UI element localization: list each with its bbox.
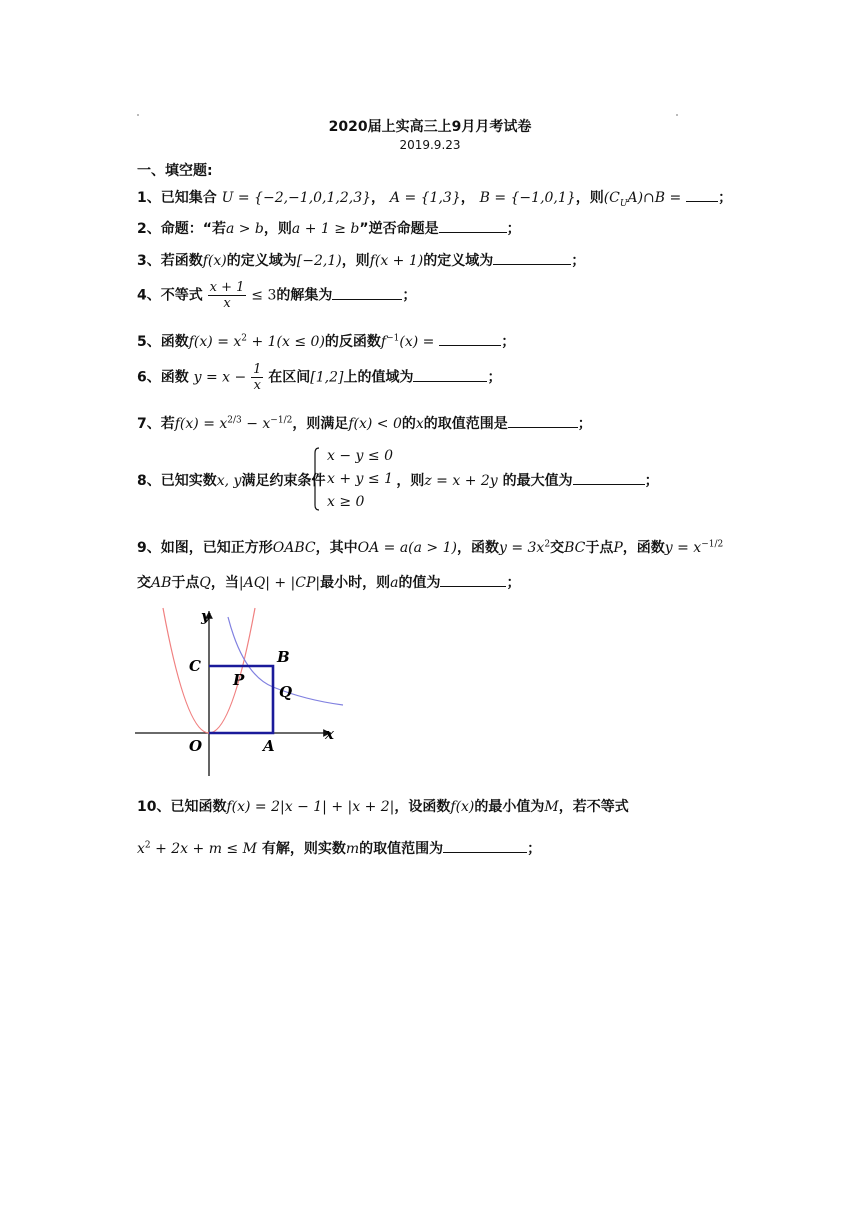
question-text: ，则 (263, 221, 292, 237)
math-expression: y = x (664, 540, 702, 556)
punctuation: ； (644, 473, 659, 489)
answer-blank[interactable] (439, 220, 507, 233)
question-text: 满足约束条件 (241, 473, 326, 489)
question-text: 的值为 (398, 575, 441, 591)
question-text: 函数 (160, 369, 189, 386)
answer-blank[interactable] (443, 840, 527, 853)
math-expression: f(x) (202, 253, 227, 269)
math-expression: − x (241, 416, 271, 432)
question-text: 不等式 (160, 287, 203, 304)
question-text: ，函数 (456, 540, 499, 556)
question-text: ，函数 (622, 540, 665, 556)
question-text: 上的值域为 (343, 369, 414, 386)
math-expression: a (390, 575, 399, 591)
question-text: 的最小值为 (474, 799, 545, 815)
fraction (251, 362, 263, 393)
math-expression: z = x + 2y (424, 473, 498, 489)
math-expression: a > b (225, 221, 264, 237)
point-label-c: C (189, 657, 201, 675)
math-expression: [1,2] (310, 369, 344, 386)
question-text: 最小时，则 (320, 575, 391, 591)
math-expression: + 1(x ≤ 0) (247, 334, 325, 350)
figure-square-graph (135, 603, 345, 778)
point-label-o: O (189, 737, 203, 755)
math-expression: f(x) < 0 (348, 416, 402, 432)
question-text: 的最大值为 (502, 473, 573, 489)
question-text: 于点 (585, 540, 614, 556)
math-expression: f(x) = x (188, 334, 242, 350)
fraction-denominator: x (223, 296, 231, 311)
math-expression: OA = a(a > 1) (357, 540, 457, 556)
math-expression: OABC (272, 540, 316, 556)
question-number: 2、 (137, 221, 161, 237)
question-text: 若 (160, 416, 175, 432)
math-expression: x ≥ 0 (327, 494, 365, 510)
question-3 (137, 250, 585, 270)
math-expression: B = {−1,0,1} (479, 190, 576, 206)
question-text: 如图，已知正方形 (160, 540, 273, 556)
point-label-p: P (233, 671, 245, 689)
question-7 (137, 413, 592, 433)
math-expression: y = 3x (498, 540, 545, 556)
math-expression: x (137, 841, 145, 857)
answer-blank[interactable] (332, 287, 402, 300)
question-10-line-1 (137, 796, 629, 816)
question-text: 的定义域为 (423, 253, 494, 269)
math-superscript: −1 (386, 333, 400, 344)
question-text: ”逆否命题是 (359, 221, 439, 237)
point-label-a: A (263, 737, 275, 755)
math-subscript: U (619, 198, 628, 209)
punctuation: ； (487, 369, 502, 386)
math-superscript: 2/3 (227, 415, 242, 426)
question-number: 1、 (137, 190, 161, 206)
question-text: 的取值范围是 (423, 416, 508, 432)
math-expression: M (544, 799, 559, 815)
math-expression: BC (564, 540, 586, 556)
fraction-numerator: 1 (253, 362, 262, 377)
y-axis-label: y (201, 607, 210, 625)
question-text: 命题：“若 (160, 221, 226, 237)
constraint-1 (327, 448, 393, 464)
punctuation: ， (460, 190, 475, 206)
question-4 (137, 280, 416, 311)
math-expression: (C (603, 190, 620, 206)
question-text: 的定义域为 (226, 253, 297, 269)
brace-icon (312, 447, 320, 511)
question-text: 若函数 (160, 253, 203, 269)
math-expression: |AQ| + |CP| (238, 575, 321, 591)
point-label-b: B (277, 648, 290, 666)
question-10-line-2 (137, 838, 541, 858)
question-text: 的反函数 (324, 334, 381, 350)
question-number: 4、 (137, 287, 161, 304)
question-text: 已知集合 (160, 190, 217, 206)
question-number: 8、 (137, 473, 161, 489)
question-text: ，当 (210, 575, 239, 591)
question-text: 有解，则实数 (261, 841, 346, 857)
question-text: 交 (137, 575, 151, 591)
question-text: 交 (550, 540, 565, 556)
question-number: 10、 (137, 799, 171, 815)
punctuation: ； (402, 287, 417, 304)
section-heading: 一、填空题: (137, 163, 213, 179)
math-expression: x, y (216, 473, 242, 489)
math-expression: f(x) = 2|x − 1| + |x + 2| (226, 799, 395, 815)
question-8 (137, 470, 659, 490)
math-superscript: −1/2 (701, 539, 724, 550)
punctuation: ； (577, 416, 592, 432)
punctuation: ； (527, 841, 542, 857)
fraction-denominator: x (253, 378, 261, 393)
math-expression: Q (199, 575, 211, 591)
question-6 (137, 362, 501, 393)
answer-blank[interactable] (573, 472, 645, 485)
question-9-line-2 (137, 572, 520, 592)
question-text: ，则 (575, 190, 604, 206)
math-expression: y = x − (193, 369, 247, 386)
x-axis-label: x (325, 725, 334, 743)
math-expression: x (415, 416, 424, 432)
math-expression: x + y ≤ 1 (327, 471, 393, 487)
math-expression: A = {1,3} (389, 190, 461, 206)
math-expression: AB (151, 575, 172, 591)
math-expression: ≤ 3 (251, 287, 277, 304)
math-expression: x − y ≤ 0 (327, 448, 393, 464)
math-expression: P (613, 540, 623, 556)
point-label-q: Q (279, 683, 293, 701)
math-expression: [−2,1) (296, 253, 342, 269)
question-number: 7、 (137, 416, 161, 432)
question-text: ，则满足 (292, 416, 349, 432)
math-expression: f(x) = x (174, 416, 228, 432)
answer-blank[interactable] (439, 333, 501, 346)
question-text: 于点 (171, 575, 200, 591)
question-5 (137, 331, 515, 351)
question-text: ，则 (396, 473, 425, 489)
question-text: ，若不等式 (558, 799, 629, 815)
constraint-3 (327, 494, 364, 510)
question-text: ，其中 (315, 540, 358, 556)
punctuation: ； (718, 190, 733, 206)
constraint-2 (327, 471, 393, 487)
punctuation: ； (506, 221, 521, 237)
answer-blank[interactable] (508, 415, 578, 428)
exam-date: 2019.9.23 (399, 138, 461, 152)
question-text: ，则 (341, 253, 370, 269)
fraction (208, 280, 247, 311)
answer-blank[interactable] (413, 369, 487, 382)
question-text: 的取值范围为 (359, 841, 444, 857)
punctuation: ； (571, 253, 586, 269)
math-superscript: −1/2 (270, 415, 293, 426)
math-expression: U = {−2,−1,0,1,2,3} (221, 190, 372, 206)
math-expression: A)∩B = (627, 190, 682, 206)
answer-blank[interactable] (493, 252, 571, 265)
question-number: 3、 (137, 253, 161, 269)
question-number: 9、 (137, 540, 161, 556)
math-expression: a + 1 ≥ b (291, 221, 360, 237)
punctuation: ； (506, 575, 521, 591)
punctuation: ； (501, 334, 516, 350)
answer-blank[interactable] (440, 574, 506, 587)
question-number: 5、 (137, 334, 161, 350)
question-text: 函数 (160, 334, 189, 350)
exam-title: 2020届上实高三上9月月考试卷 (328, 119, 532, 135)
question-9-line-1 (137, 537, 723, 557)
math-superscript: 2 (544, 539, 551, 550)
math-expression: + 2x + m ≤ M (150, 841, 257, 857)
question-text: ，设函数 (394, 799, 451, 815)
punctuation: ， (371, 190, 386, 206)
question-text: 的 (401, 416, 416, 432)
question-text: 已知实数 (160, 473, 217, 489)
question-number: 6、 (137, 369, 161, 386)
math-expression: (x) = (399, 334, 435, 350)
math-expression: f(x + 1) (369, 253, 424, 269)
question-2 (137, 218, 521, 238)
math-expression: f (380, 334, 387, 350)
math-expression: f(x) (450, 799, 475, 815)
math-superscript: 2 (144, 840, 151, 851)
math-superscript: 2 (241, 333, 248, 344)
answer-blank[interactable] (686, 189, 718, 202)
math-expression: m (345, 841, 360, 857)
question-text: 在区间 (268, 369, 311, 386)
question-1 (137, 187, 732, 209)
fraction-numerator: x + 1 (209, 280, 245, 295)
question-text: 已知函数 (170, 799, 227, 815)
question-text: 的解集为 (276, 287, 333, 304)
